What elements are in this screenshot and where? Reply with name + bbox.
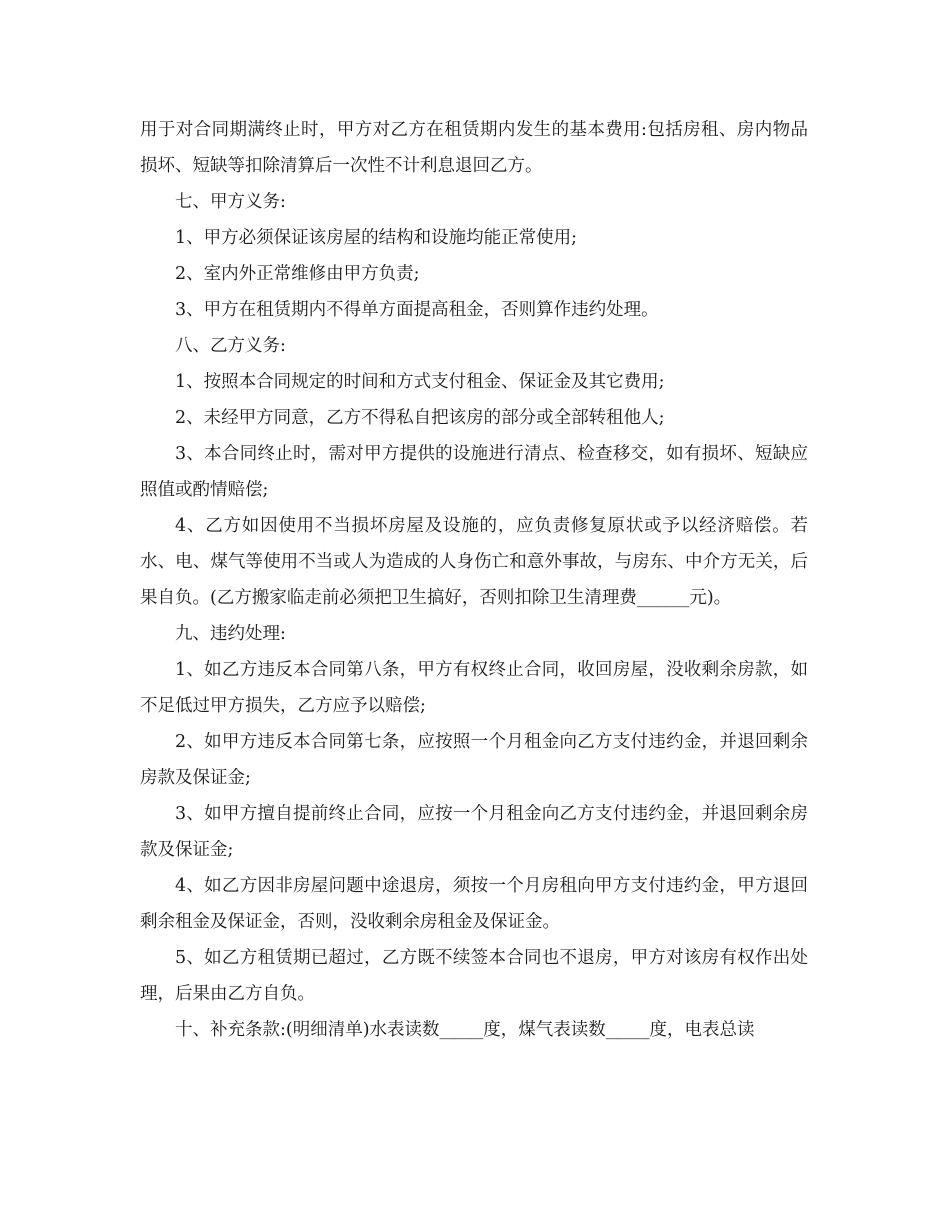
party-b-obligation-3: 3、本合同终止时，需对甲方提供的设施进行清点、检查移交，如有损坏、短缺应照值或酌情赔偿; bbox=[140, 444, 808, 500]
party-a-obligation-1: 1、甲方必须保证该房屋的结构和设施均能正常使用; bbox=[175, 228, 578, 248]
contract-body bbox=[140, 112, 808, 1048]
breach-clause-2: 2、如甲方违反本合同第七条，应按照一个月租金向乙方支付违约金，并退回剩余房款及保证金; bbox=[140, 732, 808, 788]
party-a-obligation-3: 3、甲方在租赁期内不得单方面提高租金，否则算作违约处理。 bbox=[175, 300, 659, 320]
breach-clause-1: 1、如乙方违反本合同第八条，甲方有权终止合同，收回房屋，没收剩余房款，如不足低过甲方损失，乙方应予以赔偿; bbox=[140, 660, 808, 716]
paragraph-deposit-refund: 用于对合同期满终止时，甲方对乙方在租赁期内发生的基本费用:包括房租、房内物品损坏、短缺等扣除清算后一次性不计利息退回乙方。 bbox=[140, 120, 808, 176]
heading-breach-handling: 九、违约处理: bbox=[175, 624, 286, 644]
breach-clause-4: 4、如乙方因非房屋问题中途退房，须按一个月房租向甲方支付违约金，甲方退回剩余租金及保证金，否则，没收剩余房租金及保证金。 bbox=[140, 876, 808, 932]
party-a-obligation-2: 2、室内外正常维修由甲方负责; bbox=[175, 264, 420, 284]
breach-clause-5: 5、如乙方租赁期已超过，乙方既不续签本合同也不退房，甲方对该房有权作出处理，后果由乙方自负。 bbox=[140, 948, 808, 1004]
party-b-obligation-1: 1、按照本合同规定的时间和方式支付租金、保证金及其它费用; bbox=[175, 372, 665, 392]
party-b-obligation-2: 2、未经甲方同意，乙方不得私自把该房的部分或全部转租他人; bbox=[175, 408, 665, 428]
heading-party-b-obligations: 八、乙方义务: bbox=[175, 336, 286, 356]
supplementary-clause: 十、补充条款:(明细清单)水表读数_____度，煤气表读数_____度，电表总读 bbox=[175, 1020, 755, 1040]
breach-clause-3: 3、如甲方擅自提前终止合同，应按一个月租金向乙方支付违约金，并退回剩余房款及保证金; bbox=[140, 804, 808, 860]
heading-party-a-obligations: 七、甲方义务: bbox=[175, 192, 286, 212]
party-b-obligation-4: 4、乙方如因使用不当损坏房屋及设施的，应负责修复原状或予以经济赔偿。若水、电、煤气等使用不当或人为造成的人身伤亡和意外事故，与房东、中介方无关，后果自负。(乙方搬家临走前必须把卫生搞好，否则扣除卫生清理费______元)。 bbox=[140, 516, 808, 608]
